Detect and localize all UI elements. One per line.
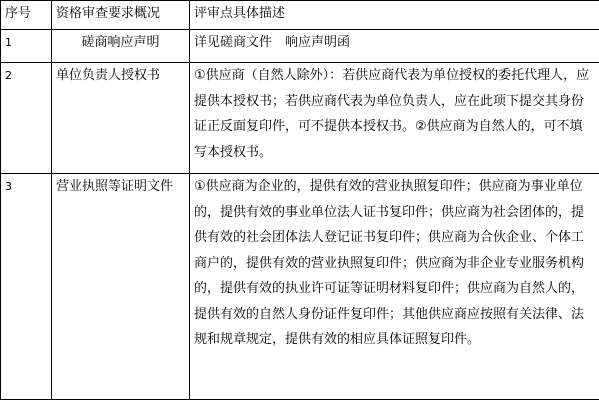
header-row [1,1,599,30]
header-description: 评审点具体描述 [190,1,599,30]
row-requirement: 单位负责人授权书 [52,63,190,174]
row-number: 1 [1,30,52,63]
table-row [1,174,599,400]
row-number: 2 [1,63,52,174]
table-row [1,30,599,63]
row-requirement: 营业执照等证明文件 [52,174,190,400]
header-requirement: 资格审查要求概况 [52,1,190,30]
row-requirement: 磋商响应声明 [52,30,190,63]
row-description: ①供应商（自然人除外）：若供应商代表为单位授权的委托代理人，应提供本授权书；若供应商代表为单位负责人，应在此项下提交其身份证正反面复印件，可不提供本授权书。②供应商为自然人的，可不填写本授权书。 [190,63,599,174]
header-serial-number: 序号 [1,1,52,30]
row-description: 详见磋商文件 响应声明函 [190,30,599,63]
row-description: ①供应商为企业的，提供有效的营业执照复印件；供应商为事业单位的，提供有效的事业单位法人证书复印件；供应商为社会团体的，提供有效的社会团体法人登记证书复印件；供应商为合伙企业、个体工商户的，提供有效的营业执照复印件；供应商为非企业专业服务机构的，提供有效的执业许可证等证明材料复印件；供应商为自然人的，提供有效的自然人身份证件复印件；其他供应商应按照有关法律、法规和规章规定，提供有效的相应具体证照复印件。 [190,174,599,400]
row-number: 3 [1,174,52,400]
table-row [1,63,599,174]
